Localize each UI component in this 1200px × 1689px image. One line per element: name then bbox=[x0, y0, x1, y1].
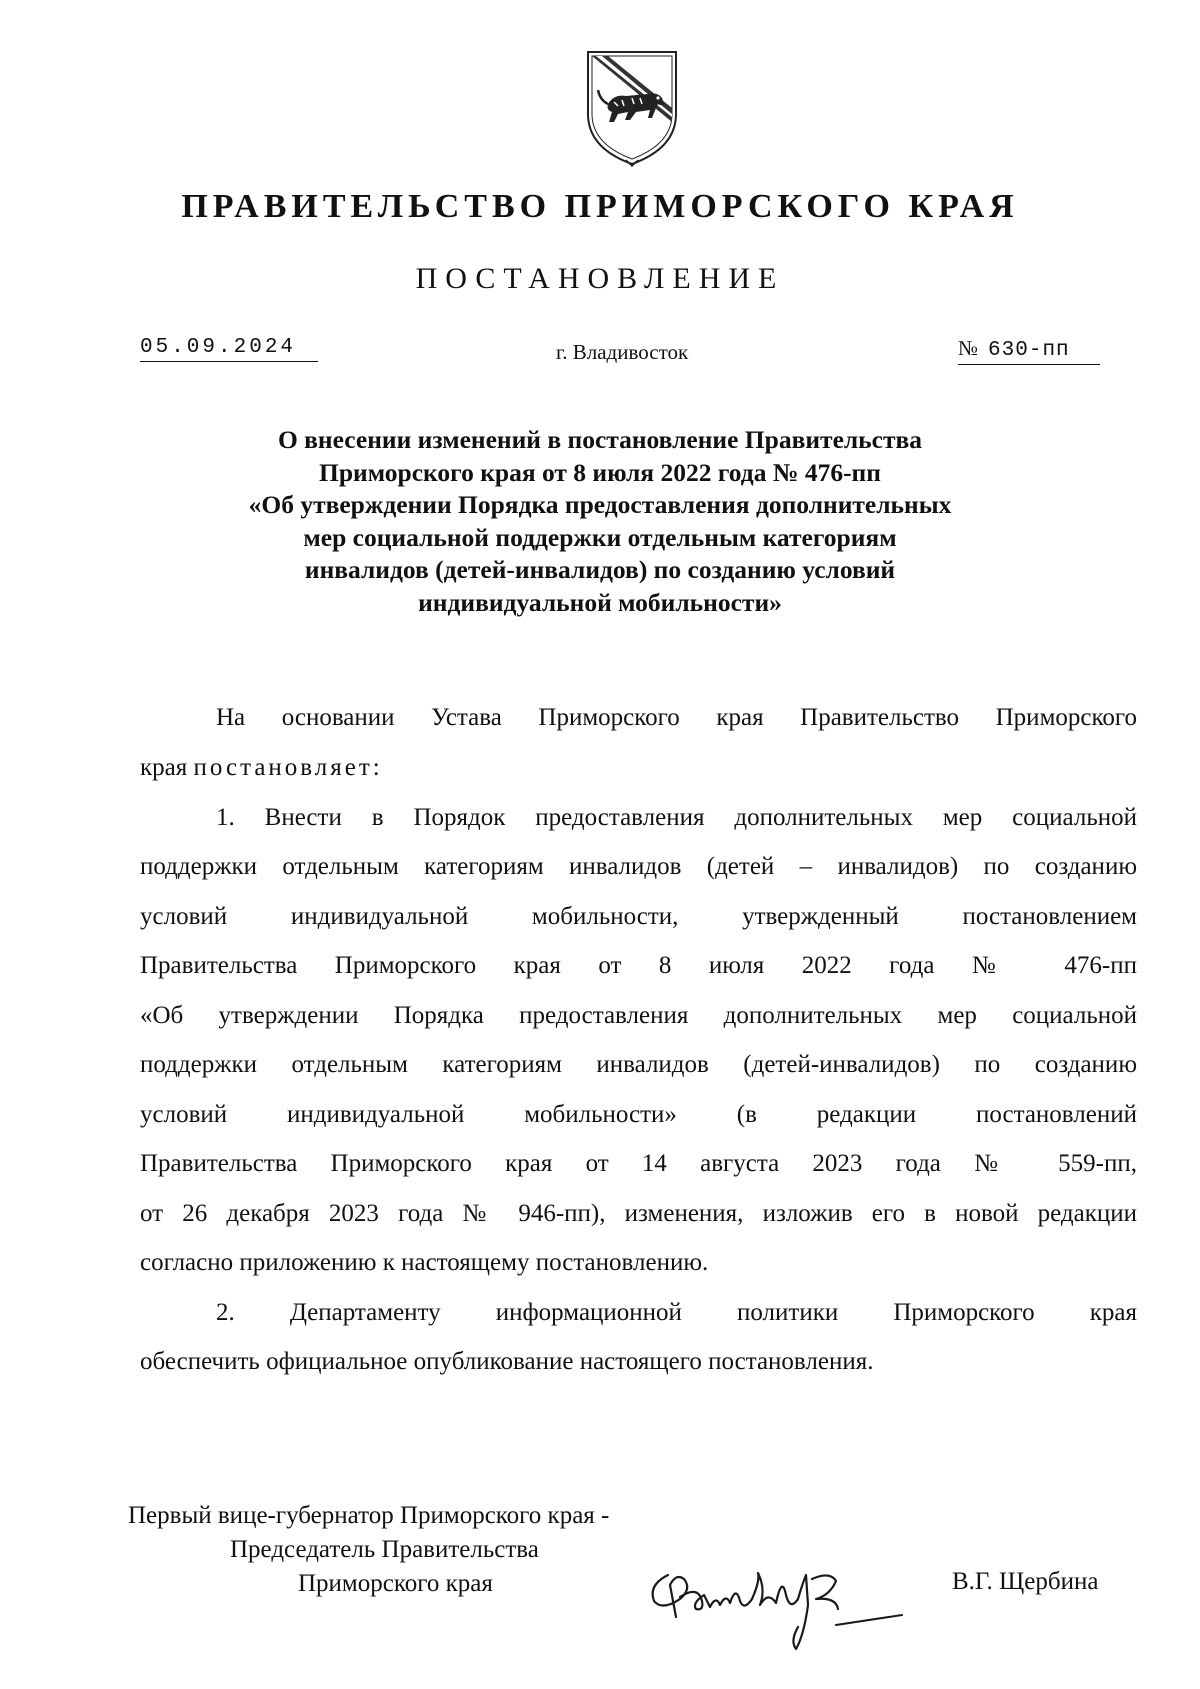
item1-line: Правительства Приморского края от 14 августа 2023 года № 559-пп, bbox=[140, 1150, 1137, 1177]
handwritten-signature bbox=[640, 1545, 910, 1660]
position-line: Приморского края bbox=[298, 1570, 493, 1597]
item1-line: от 26 декабря 2023 года № 946-пп), изменения, изложив его в новой редакции bbox=[140, 1200, 1137, 1227]
number-value: 630-пп bbox=[988, 339, 1070, 362]
document-number bbox=[958, 336, 1100, 365]
item2-line: обеспечить официальное опубликование настоящего постановления. bbox=[140, 1348, 874, 1375]
document-subject bbox=[0, 424, 1200, 619]
item1-line: 1. Внести в Порядок предоставления дополнительных мер социальной bbox=[216, 804, 1137, 831]
item2-line: 2. Департаменту информационной политики Приморского края bbox=[216, 1299, 1137, 1326]
subject-line: инвалидов (детей-инвалидов) по созданию условий bbox=[304, 555, 896, 584]
organization-title: ПРАВИТЕЛЬСТВО ПРИМОРСКОГО КРАЯ bbox=[181, 188, 1019, 225]
item1-line: поддержки отдельным категориям инвалидов (детей-инвалидов) по созданию bbox=[140, 1051, 1137, 1078]
item1-line: Правительства Приморского края от 8 июля 2022 года № 476-пп bbox=[140, 952, 1137, 979]
preamble-line: На основании Устава Приморского края Правительство Приморского bbox=[216, 704, 1137, 731]
item1-line: согласно приложению к настоящему постановлению. bbox=[140, 1249, 709, 1276]
number-sign: № bbox=[958, 336, 979, 360]
subject-line: мер социальной поддержки отдельным категориям bbox=[303, 522, 897, 552]
item1-line: условий индивидуальной мобильности, утвержденный постановлением bbox=[140, 903, 1137, 930]
document-date: 05.09.2024 bbox=[140, 336, 318, 362]
subject-line: индивидуальной мобильности» bbox=[418, 587, 782, 617]
preamble-line bbox=[140, 754, 1137, 788]
item1-line: поддержки отдельным категориям инвалидов (детей – инвалидов) по созданию bbox=[140, 853, 1137, 880]
item1-line: условий индивидуальной мобильности» (в редакции постановлений bbox=[140, 1101, 1137, 1128]
preamble-emphasis: постановляет: bbox=[193, 754, 383, 781]
document-city: г. Владивосток bbox=[556, 340, 689, 364]
subject-line: «Об утверждении Порядка предоставления дополнительных bbox=[248, 490, 952, 519]
position-line: Председатель Правительства bbox=[230, 1536, 539, 1563]
document-type: ПОСТАНОВЛЕНИЕ bbox=[415, 262, 785, 295]
position-line: Первый вице-губернатор Приморского края - bbox=[128, 1502, 610, 1529]
item1-line: «Об утверждении Порядка предоставления дополнительных мер социальной bbox=[140, 1002, 1137, 1029]
coat-of-arms-icon bbox=[578, 48, 686, 170]
subject-line: Приморского края от 8 июля 2022 года № 476-пп bbox=[319, 457, 881, 487]
preamble-word: края bbox=[140, 754, 188, 781]
subject-line: О внесении изменений в постановление Правительства bbox=[277, 425, 923, 454]
signer-name: В.Г. Щербина bbox=[952, 1568, 1099, 1595]
